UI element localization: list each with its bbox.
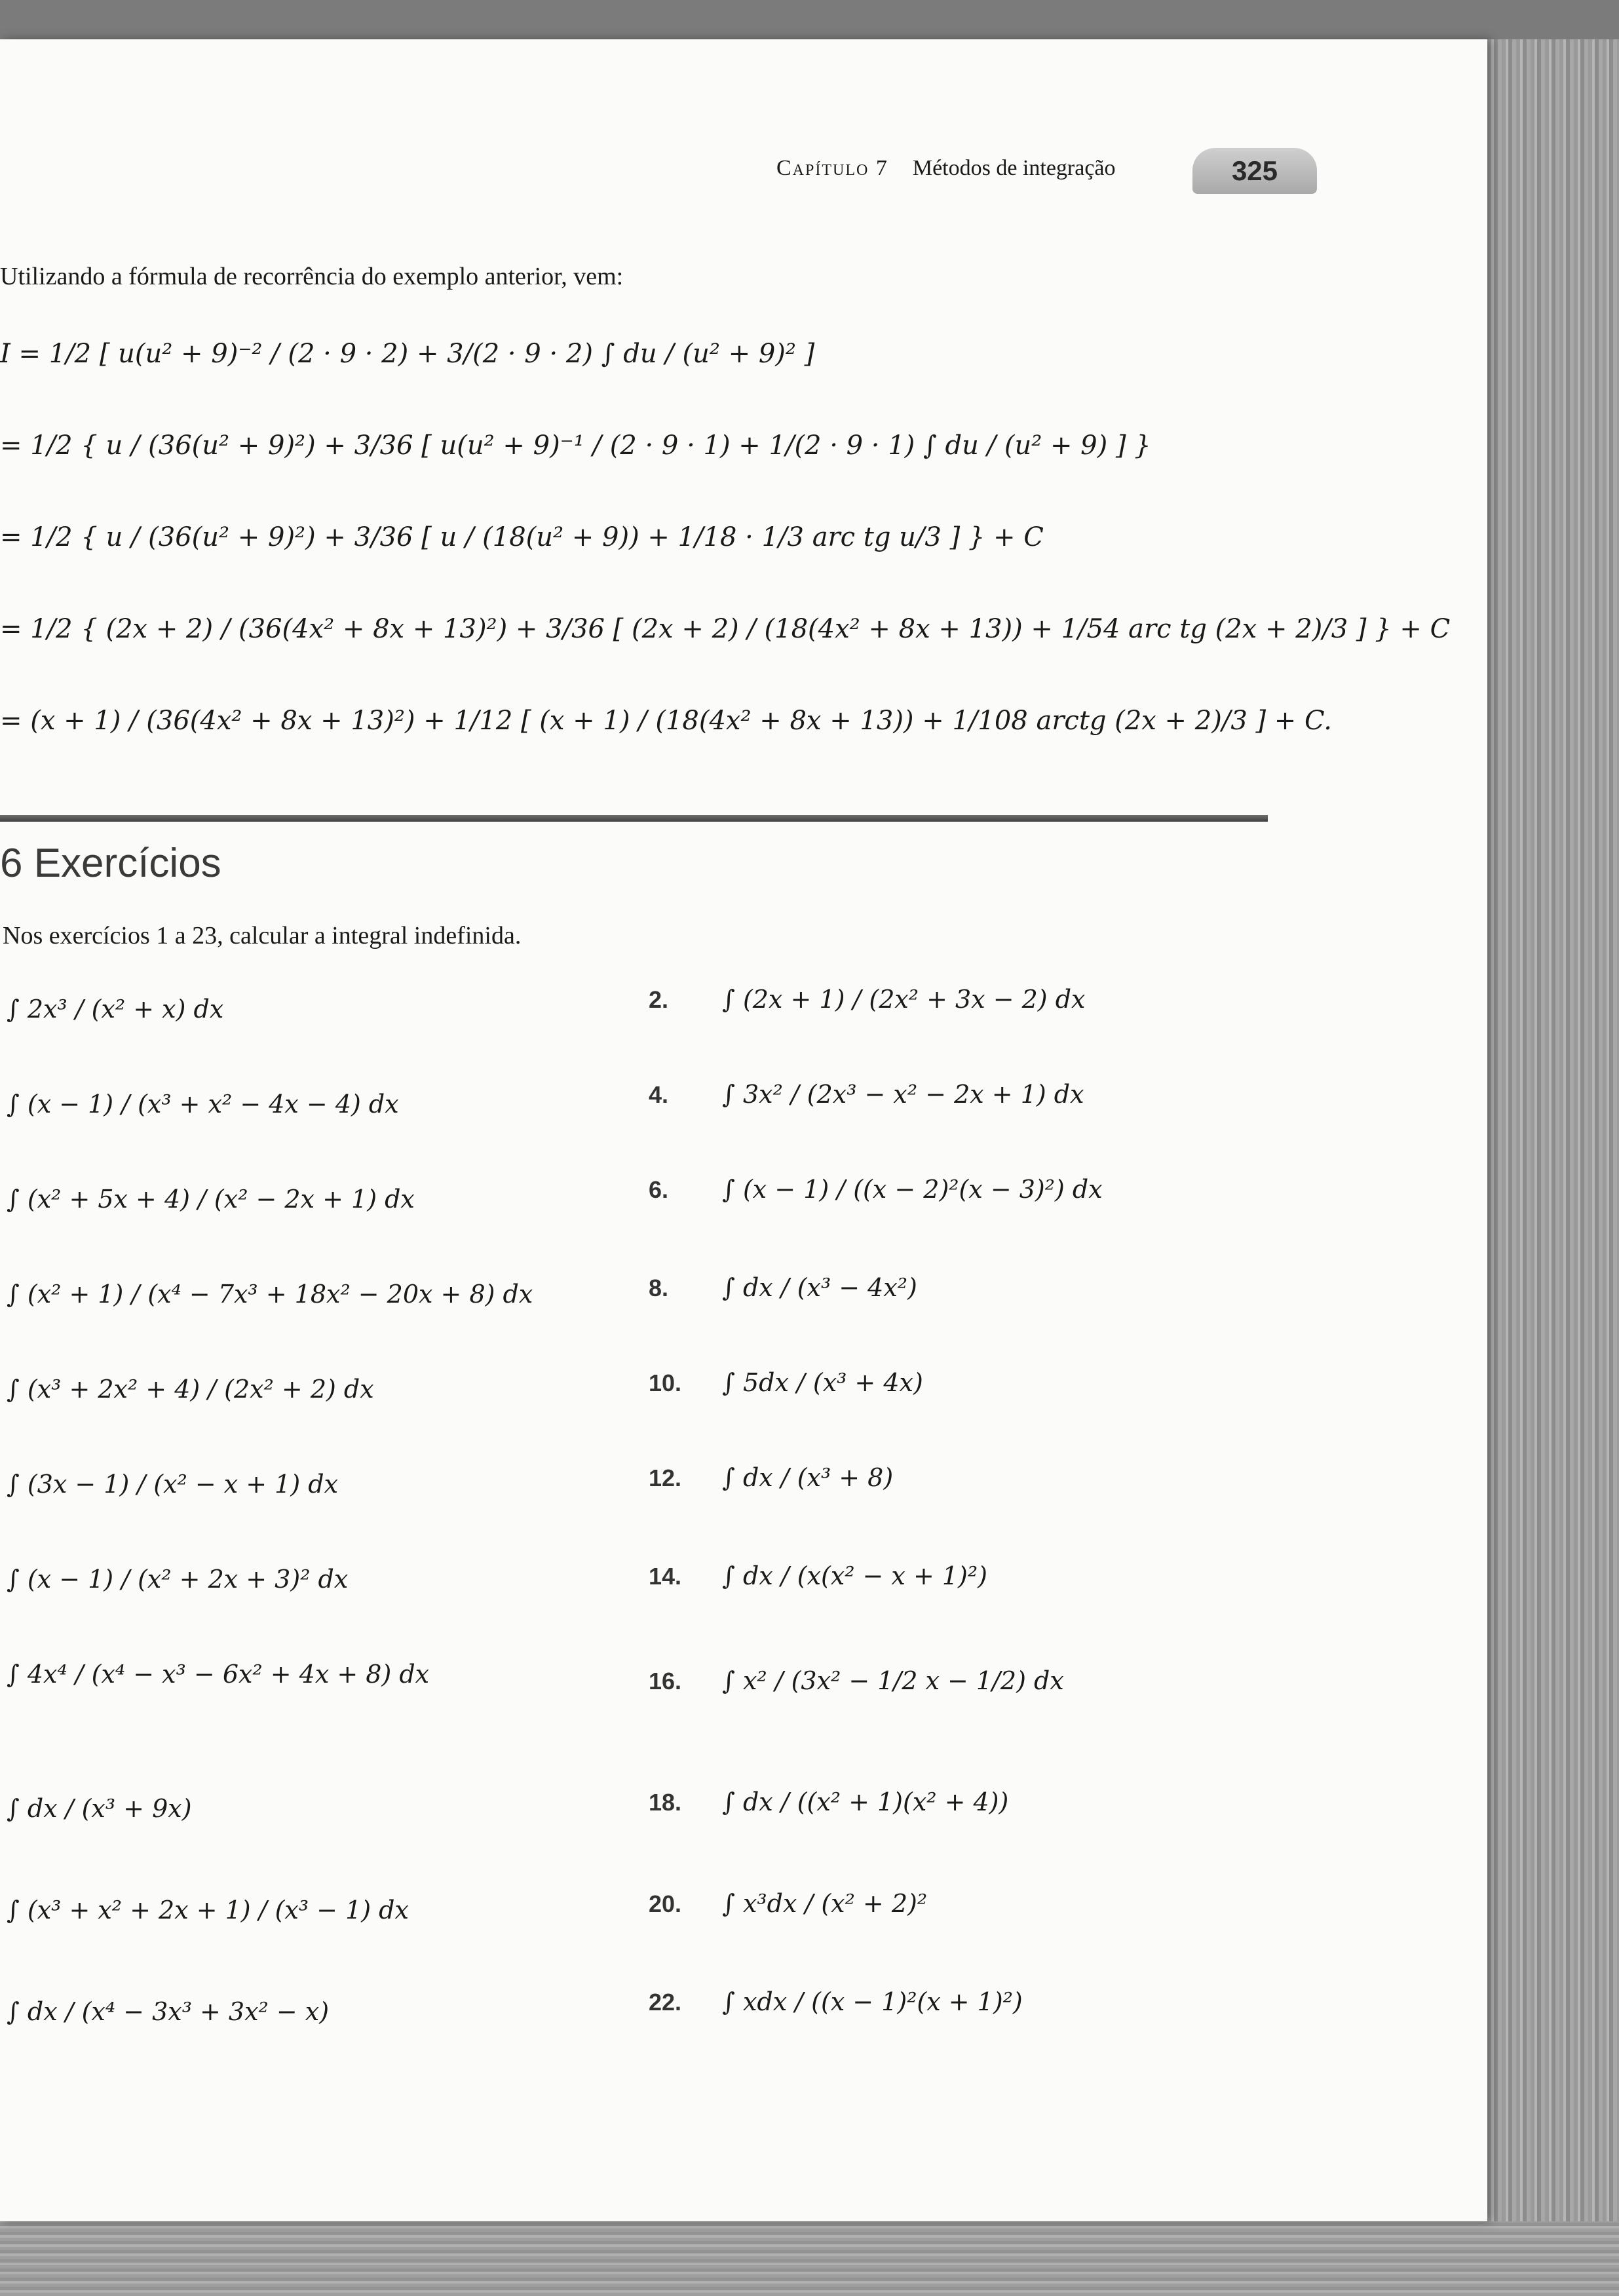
- exercise-expression: ∫ (x − 1) / (x³ + x² − 4x − 4) dx: [7, 1090, 399, 1119]
- derivation-line: = 1/2 { (2x + 2) / (36(4x² + 8x + 13)²) + 3/36 [ (2x + 2) / (18(4x² + 8x + 13)) + 1/54 arc tg (2x + 2)/3 ] } + C: [0, 614, 1451, 644]
- exercise-number: 18.: [649, 1789, 682, 1816]
- exercise-expression: ∫ dx / (x³ + 9x): [7, 1794, 192, 1823]
- intro-paragraph: Utilizando a fórmula de recorrência do exemplo anterior, vem:: [0, 263, 624, 290]
- exercise-item: [7, 1445, 338, 1523]
- exercise-number: 16.: [649, 1668, 682, 1694]
- exercise-expression: ∫ 4x⁴ / (x⁴ − x³ − 6x² + 4x + 8) dx: [7, 1660, 430, 1689]
- section-title: 6 Exercícios: [0, 841, 221, 886]
- exercise-number: 4.: [649, 1081, 669, 1108]
- chapter-label: Capítulo 7: [776, 156, 888, 180]
- scan-right-edge: [1487, 39, 1619, 2221]
- exercise-item: [7, 1972, 329, 2051]
- exercise-item: [649, 1055, 1084, 1134]
- exercise-item: [7, 1255, 533, 1333]
- exercise-expression: ∫ 5dx / (x³ + 4x): [722, 1368, 923, 1397]
- exercise-item: [7, 1871, 409, 1949]
- exercise-expression: ∫ (2x + 1) / (2x² + 3x − 2) dx: [722, 985, 1086, 1014]
- exercise-item: [7, 1769, 192, 1848]
- derivation-line: = 1/2 { u / (36(u² + 9)²) + 3/36 [ u / (18(u² + 9)) + 1/18 · 1/3 arc tg u/3 ] } + C: [0, 522, 1044, 552]
- exercise-expression: ∫ dx / (x³ − 4x²): [722, 1273, 917, 1302]
- exercise-number: 14.: [649, 1563, 682, 1590]
- exercise-expression: ∫ dx / (x(x² − x + 1)²): [722, 1561, 987, 1590]
- exercise-expression: ∫ (3x − 1) / (x² − x + 1) dx: [7, 1470, 339, 1499]
- scan-bottom-edge: [0, 2221, 1619, 2296]
- exercise-expression: ∫ (x² + 5x + 4) / (x² − 2x + 1) dx: [7, 1185, 415, 1214]
- exercise-number: 2.: [649, 986, 669, 1013]
- section-divider: [0, 815, 1268, 822]
- exercise-item: [649, 1763, 1008, 1841]
- exercise-item: [7, 1065, 399, 1143]
- exercise-expression: ∫ dx / (x³ + 8): [722, 1463, 894, 1492]
- exercise-expression: ∫ xdx / ((x − 1)²(x + 1)²): [722, 1987, 1023, 2016]
- exercise-expression: ∫ dx / ((x² + 1)(x² + 4)): [722, 1788, 1009, 1816]
- exercise-item: [649, 1438, 893, 1517]
- exercise-item: [649, 1537, 987, 1615]
- exercise-item: [7, 1350, 374, 1428]
- exercise-item: [7, 1160, 415, 1238]
- page-number: 325: [1231, 155, 1278, 186]
- exercise-item: [649, 1150, 1103, 1229]
- exercise-expression: ∫ 2x³ / (x² + x) dx: [7, 995, 224, 1024]
- exercise-expression: ∫ (x³ + 2x² + 4) / (2x² + 2) dx: [7, 1375, 374, 1404]
- exercise-number: 12.: [649, 1464, 682, 1491]
- exercise-expression: ∫ (x³ + x² + 2x + 1) / (x³ − 1) dx: [7, 1896, 409, 1924]
- exercise-expression: ∫ x² / (3x² − 1/2 x − 1/2) dx: [722, 1666, 1064, 1695]
- exercise-expression: ∫ dx / (x⁴ − 3x³ + 3x² − x): [7, 1997, 330, 2026]
- exercise-item: [7, 1635, 429, 1713]
- exercise-item: [649, 1343, 923, 1422]
- exercise-expression: ∫ (x − 1) / (x² + 2x + 3)² dx: [7, 1565, 349, 1594]
- chapter-title: Métodos de integração: [912, 156, 1116, 180]
- exercise-item: [7, 970, 223, 1048]
- exercise-item: [649, 1864, 927, 1943]
- exercise-number: 8.: [649, 1274, 669, 1301]
- derivation-line: = 1/2 { u / (36(u² + 9)²) + 3/36 [ u(u² + 9)⁻¹ / (2 · 9 · 1) + 1/(2 · 9 · 1) ∫ du / (u² + 9) ] }: [0, 430, 1151, 461]
- derivation-line: I = 1/2 [ u(u² + 9)⁻² / (2 · 9 · 2) + 3/(2 · 9 · 2) ∫ du / (u² + 9)² ]: [0, 339, 815, 369]
- exercise-expression: ∫ (x − 1) / ((x − 2)²(x − 3)²) dx: [722, 1175, 1103, 1204]
- page-number-tab: [1192, 148, 1317, 194]
- exercise-item: [649, 1248, 917, 1327]
- exercise-instructions: Nos exercícios 1 a 23, calcular a integral indefinida.: [3, 922, 522, 949]
- exercise-expression: ∫ x³dx / (x² + 2)²: [722, 1889, 928, 1918]
- exercise-number: 22.: [649, 1989, 682, 2016]
- exercise-number: 10.: [649, 1369, 682, 1396]
- exercise-expression: ∫ (x² + 1) / (x⁴ − 7x³ + 18x² − 20x + 8) dx: [7, 1280, 533, 1309]
- exercise-expression: ∫ 3x² / (2x³ − x² − 2x + 1) dx: [722, 1080, 1084, 1109]
- running-head: [776, 156, 1235, 195]
- derivation-line: = (x + 1) / (36(4x² + 8x + 13)²) + 1/12 [ (x + 1) / (18(4x² + 8x + 13)) + 1/108 arctg (2x + 2)/3 ] + C.: [0, 706, 1332, 736]
- exercise-number: 6.: [649, 1176, 669, 1203]
- exercise-item: [649, 960, 1085, 1039]
- exercise-item: [649, 1641, 1064, 1720]
- exercise-number: 20.: [649, 1890, 682, 1917]
- exercise-item: [649, 1962, 1023, 2041]
- exercise-item: [7, 1540, 348, 1618]
